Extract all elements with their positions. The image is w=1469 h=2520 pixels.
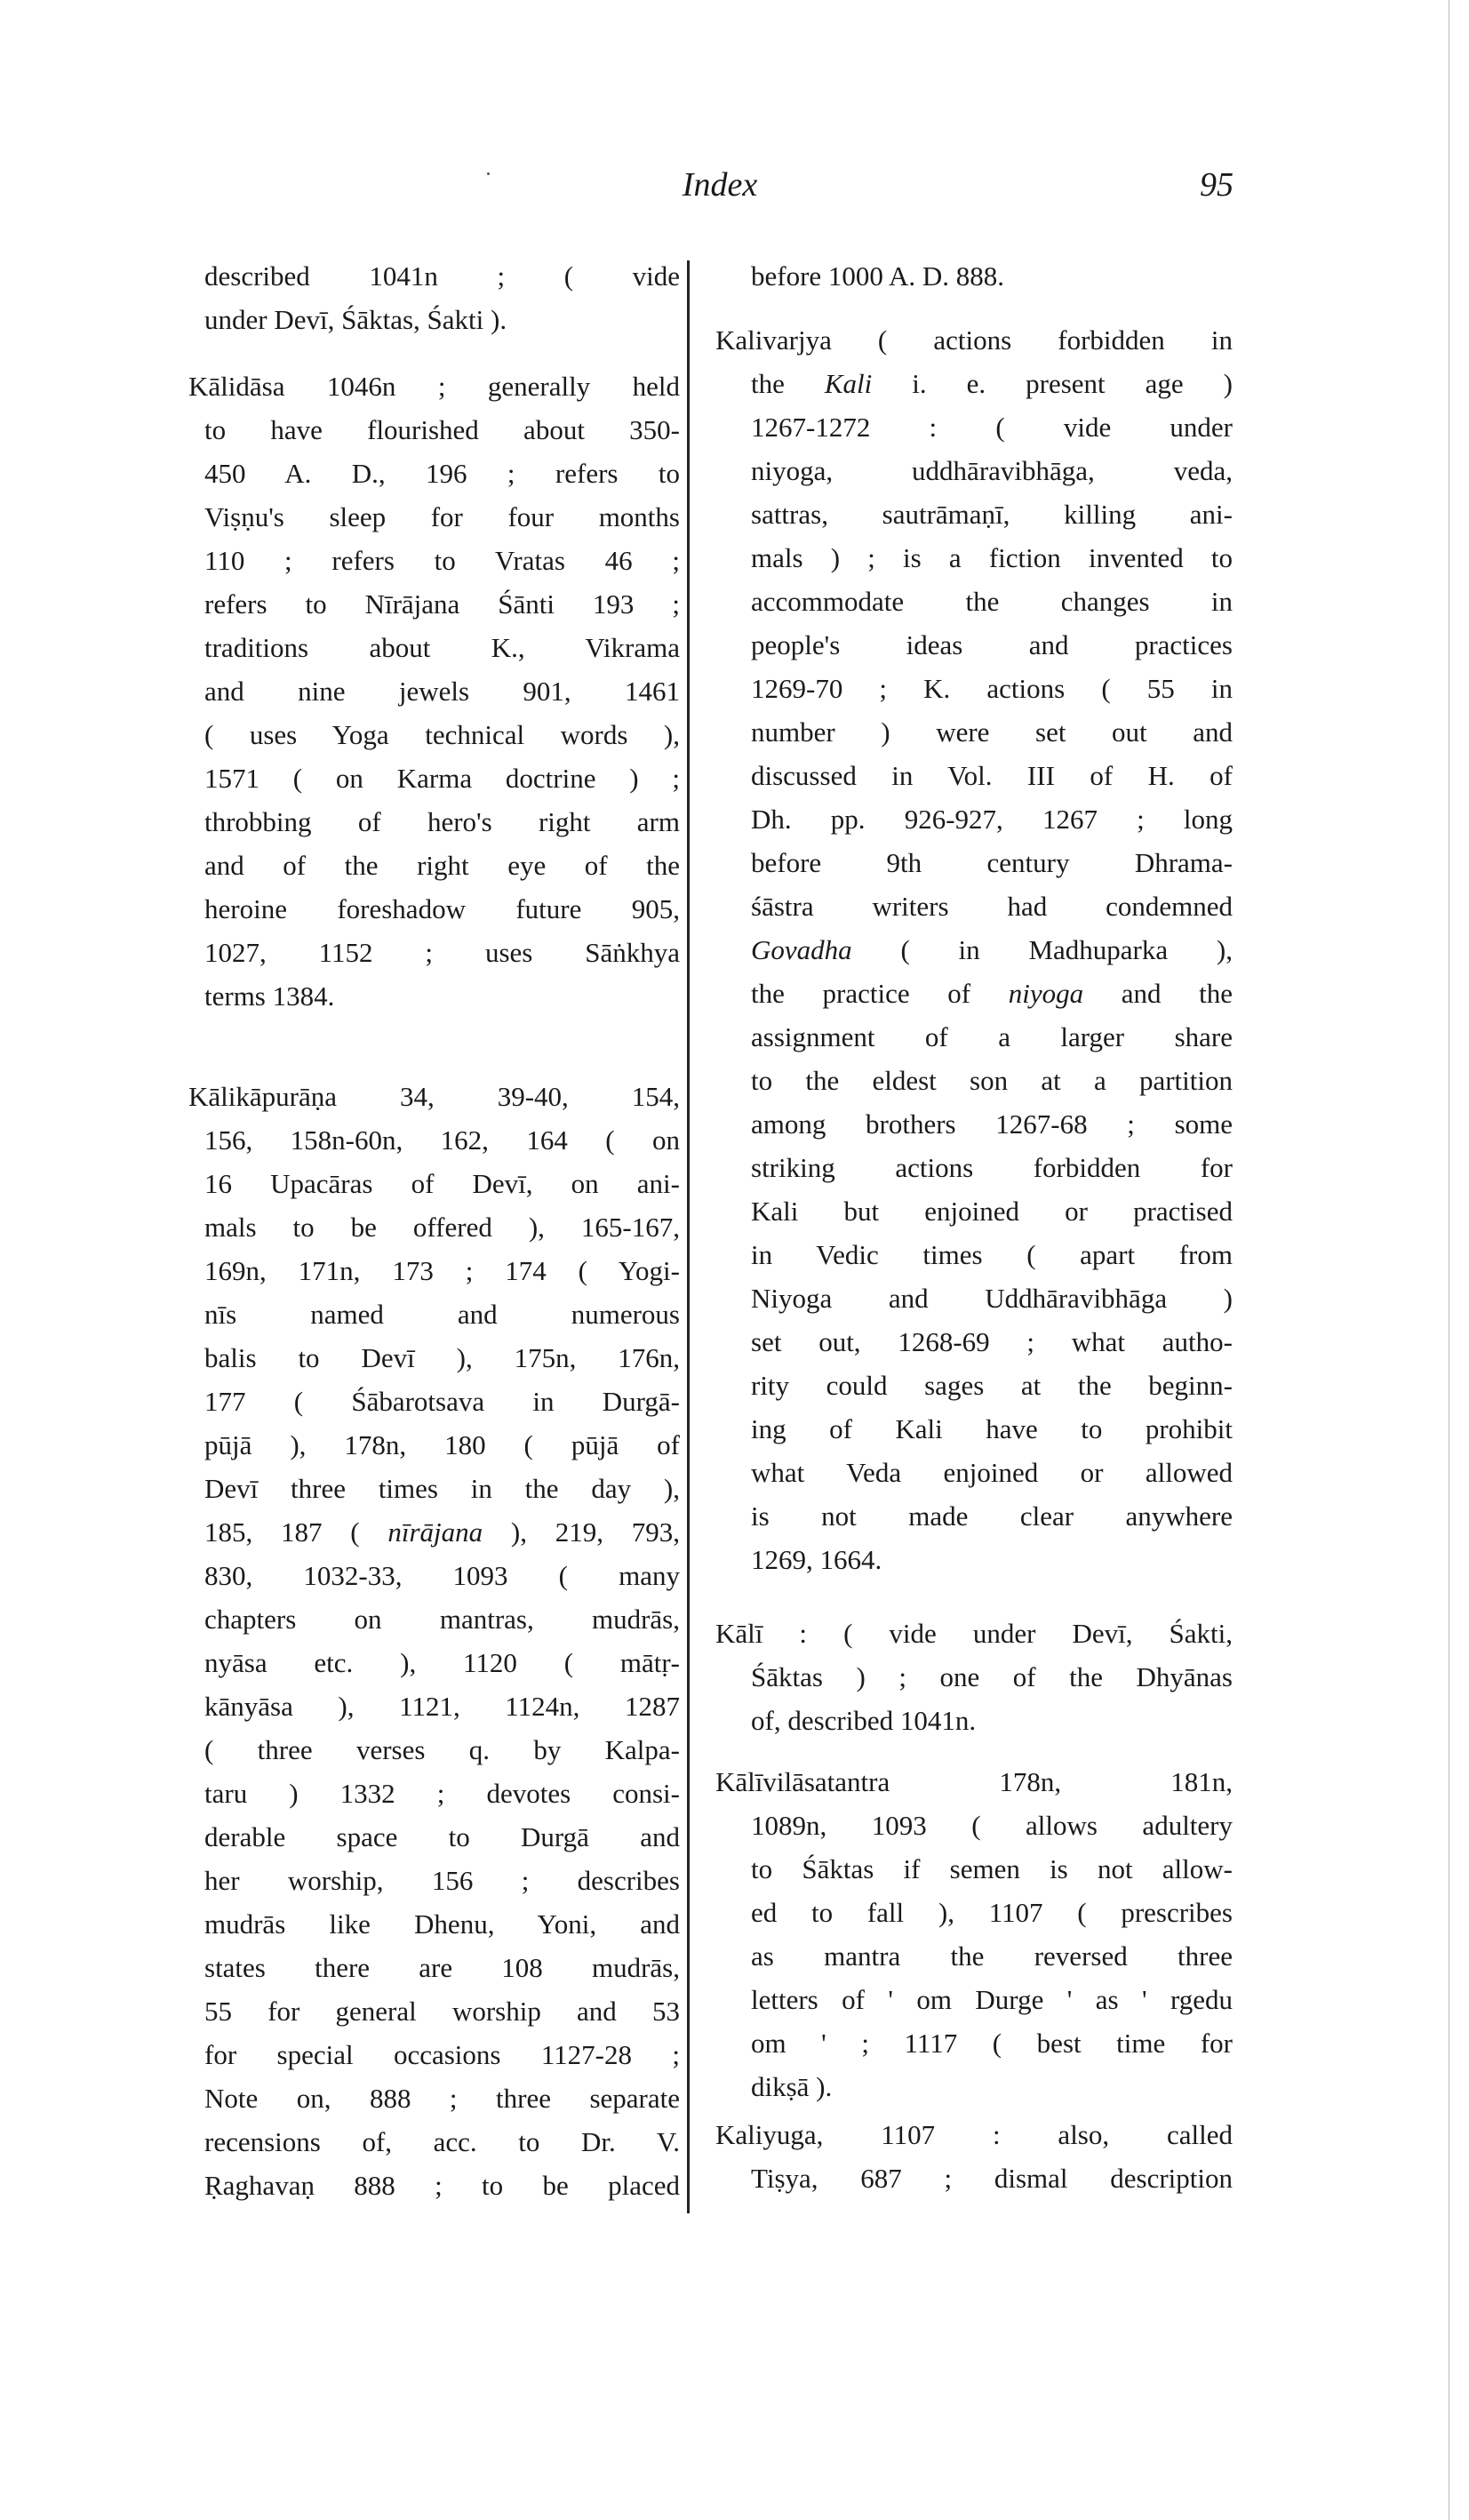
entry-line: pūjā ), 178n, 180 ( pūjā of <box>204 1429 680 1460</box>
entry-line: nīs named and numerous <box>204 1299 680 1330</box>
entry-line: among brothers 1267-68 ; some <box>751 1108 1233 1140</box>
entry-line: described 1041n ; ( vide <box>204 260 680 292</box>
entry-line: accommodate the changes in <box>751 586 1233 617</box>
left-column <box>188 254 680 2207</box>
entry-line: om ' ; 1117 ( best time for <box>751 2028 1233 2059</box>
entry-line: recensions of, acc. to Dr. V. <box>204 2126 680 2157</box>
entry-line: heroine foreshadow future 905, <box>204 893 680 924</box>
entry-line: 1089n, 1093 ( allows adultery <box>751 1810 1233 1841</box>
entry-line: ing of Kali have to prohibit <box>751 1413 1233 1444</box>
entry-line <box>715 972 1233 1015</box>
scan-speck <box>487 172 490 175</box>
index-entry-continued <box>715 254 1233 298</box>
index-entry <box>715 1760 1233 2108</box>
entry-line: ( uses Yoga technical words ), <box>204 719 680 750</box>
entry-line: to Śāktas if semen is not allow- <box>751 1853 1233 1884</box>
entry-line: in Vedic times ( apart from <box>751 1239 1233 1270</box>
line-text: and the <box>1083 978 1233 1009</box>
entry-line: to the eldest son at a partition <box>751 1065 1233 1096</box>
entry-line: terms 1384. <box>204 980 335 1012</box>
entry-line: derable space to Durgā and <box>204 1821 680 1852</box>
entry-line: 1269, 1664. <box>751 1544 882 1575</box>
entry-line: refers to Nīrājana Śānti 193 ; <box>204 588 680 620</box>
running-head-title: Index <box>682 166 758 204</box>
entry-line: ed to fall ), 1107 ( prescribes <box>751 1897 1233 1928</box>
entry-line: 156, 158n-60n, 162, 164 ( on <box>204 1124 680 1156</box>
entry-line: ( three verses q. by Kalpa- <box>204 1734 680 1765</box>
entry-line: 1267-1272 : ( vide under <box>751 412 1233 443</box>
entry-line: under Devī, Śāktas, Śakti ). <box>204 304 507 335</box>
entry-line: 450 A. D., 196 ; refers to <box>204 458 680 489</box>
entry-line: of, described 1041n. <box>751 1705 977 1736</box>
entry-line: Ṛaghavaṇ 888 ; to be placed <box>204 2170 680 2201</box>
column-divider <box>687 260 690 2213</box>
entry-line <box>188 1510 680 1554</box>
italic-term: niyoga <box>1008 978 1084 1009</box>
right-column <box>715 254 1233 2200</box>
entry-line: mals ) ; is a fiction invented to <box>751 542 1233 573</box>
entry-line: niyoga, uddhāravibhāga, veda, <box>751 455 1233 486</box>
entry-line: discussed in Vol. III of H. of <box>751 760 1233 791</box>
entry-line <box>715 928 1233 972</box>
entry-line: 830, 1032-33, 1093 ( many <box>204 1560 680 1591</box>
index-entry <box>715 318 1233 1581</box>
index-entry <box>715 2113 1233 2200</box>
line-text: ), 219, 793, <box>483 1516 681 1548</box>
line-text: the <box>751 368 825 399</box>
entry-line: 1571 ( on Karma doctrine ) ; <box>204 763 680 794</box>
entry-line: kānyāsa ), 1121, 1124n, 1287 <box>204 1691 680 1722</box>
entry-line: Kalivarjya ( actions forbidden in <box>715 324 1233 356</box>
entry-line: assignment of a larger share <box>751 1021 1233 1052</box>
entry-line: Kali but enjoined or practised <box>751 1196 1233 1227</box>
entry-line: dikṣā ). <box>751 2071 833 2102</box>
line-text: the practice of <box>751 978 1009 1009</box>
entry-line: states there are 108 mudrās, <box>204 1952 680 1983</box>
line-text: i. e. present age ) <box>872 368 1233 399</box>
entry-line: Kālikāpurāṇa 34, 39-40, 154, <box>188 1081 680 1112</box>
entry-line: nyāsa etc. ), 1120 ( mātṛ- <box>204 1647 680 1678</box>
entry-line: Kālidāsa 1046n ; generally held <box>188 371 680 402</box>
entry-line: Kaliyuga, 1107 : also, called <box>715 2119 1233 2150</box>
entry-line: traditions about K., Vikrama <box>204 632 680 663</box>
entry-line: mudrās like Dhenu, Yoni, and <box>204 1908 680 1940</box>
entry-line: to have flourished about 350- <box>204 414 680 445</box>
entry-line: 55 for general worship and 53 <box>204 1996 680 2027</box>
entry-line: as mantra the reversed three <box>751 1940 1233 1972</box>
page-number: 95 <box>1200 166 1233 204</box>
entry-line: Dh. pp. 926-927, 1267 ; long <box>751 804 1233 835</box>
entry-line: śāstra writers had condemned <box>751 891 1233 922</box>
entry-line: 110 ; refers to Vratas 46 ; <box>204 545 680 576</box>
index-entry <box>715 1612 1233 1742</box>
line-text: 185, 187 ( <box>204 1516 388 1548</box>
entry-line: Kālī : ( vide under Devī, Śakti, <box>715 1618 1233 1649</box>
index-entry <box>188 364 680 1018</box>
entry-line: what Veda enjoined or allowed <box>751 1457 1233 1488</box>
entry-line: for special occasions 1127-28 ; <box>204 2039 680 2070</box>
entry-line: Viṣṇu's sleep for four months <box>204 501 680 532</box>
entry-line: Kālīvilāsatantra 178n, 181n, <box>715 1766 1233 1797</box>
entry-line: mals to be offered ), 165-167, <box>204 1212 680 1243</box>
entry-line: her worship, 156 ; describes <box>204 1865 680 1896</box>
entry-line: 169n, 171n, 173 ; 174 ( Yogi- <box>204 1255 680 1286</box>
index-entry <box>188 1075 680 2207</box>
italic-term: nīrājana <box>387 1516 483 1548</box>
entry-line <box>715 362 1233 405</box>
entry-line: and nine jewels 901, 1461 <box>204 676 680 707</box>
entry-line: letters of ' om Durge ' as ' rgedu <box>751 1984 1233 2015</box>
italic-term: Kali <box>824 368 873 399</box>
entry-line: Niyoga and Uddhāravibhāga ) <box>751 1283 1233 1314</box>
entry-line: people's ideas and practices <box>751 629 1233 660</box>
entry-line: 1027, 1152 ; uses Sāṅkhya <box>204 937 680 968</box>
entry-line: sattras, sautrāmaṇī, killing ani- <box>751 499 1233 530</box>
entry-line: taru ) 1332 ; devotes consi- <box>204 1778 680 1809</box>
entry-line: rity could sages at the beginn- <box>751 1370 1233 1401</box>
entry-line: before 1000 A. D. 888. <box>751 260 1004 292</box>
entry-line: Śāktas ) ; one of the Dhyānas <box>751 1661 1233 1692</box>
entry-line: balis to Devī ), 175n, 176n, <box>204 1342 680 1373</box>
index-entry-continued <box>188 254 680 341</box>
italic-term: Govadha <box>751 934 852 965</box>
entry-line: is not made clear anywhere <box>751 1500 1233 1532</box>
entry-line: 1269-70 ; K. actions ( 55 in <box>751 673 1233 704</box>
entry-line: before 9th century Dhrama- <box>751 847 1233 878</box>
line-text: ( in Madhuparka ), <box>851 934 1233 965</box>
entry-line: Devī three times in the day ), <box>204 1473 680 1504</box>
entry-line: 177 ( Śābarotsava in Durgā- <box>204 1386 680 1417</box>
entry-line: throbbing of hero's right arm <box>204 806 680 837</box>
entry-line: chapters on mantras, mudrās, <box>204 1604 680 1635</box>
entry-line: and of the right eye of the <box>204 850 680 881</box>
entry-line: set out, 1268-69 ; what autho- <box>751 1326 1233 1357</box>
entry-line: Note on, 888 ; three separate <box>204 2083 680 2114</box>
entry-line: Tiṣya, 687 ; dismal description <box>751 2163 1233 2194</box>
entry-line: 16 Upacāras of Devī, on ani- <box>204 1168 680 1199</box>
entry-line: striking actions forbidden for <box>751 1152 1233 1183</box>
entry-line: number ) were set out and <box>751 716 1233 748</box>
